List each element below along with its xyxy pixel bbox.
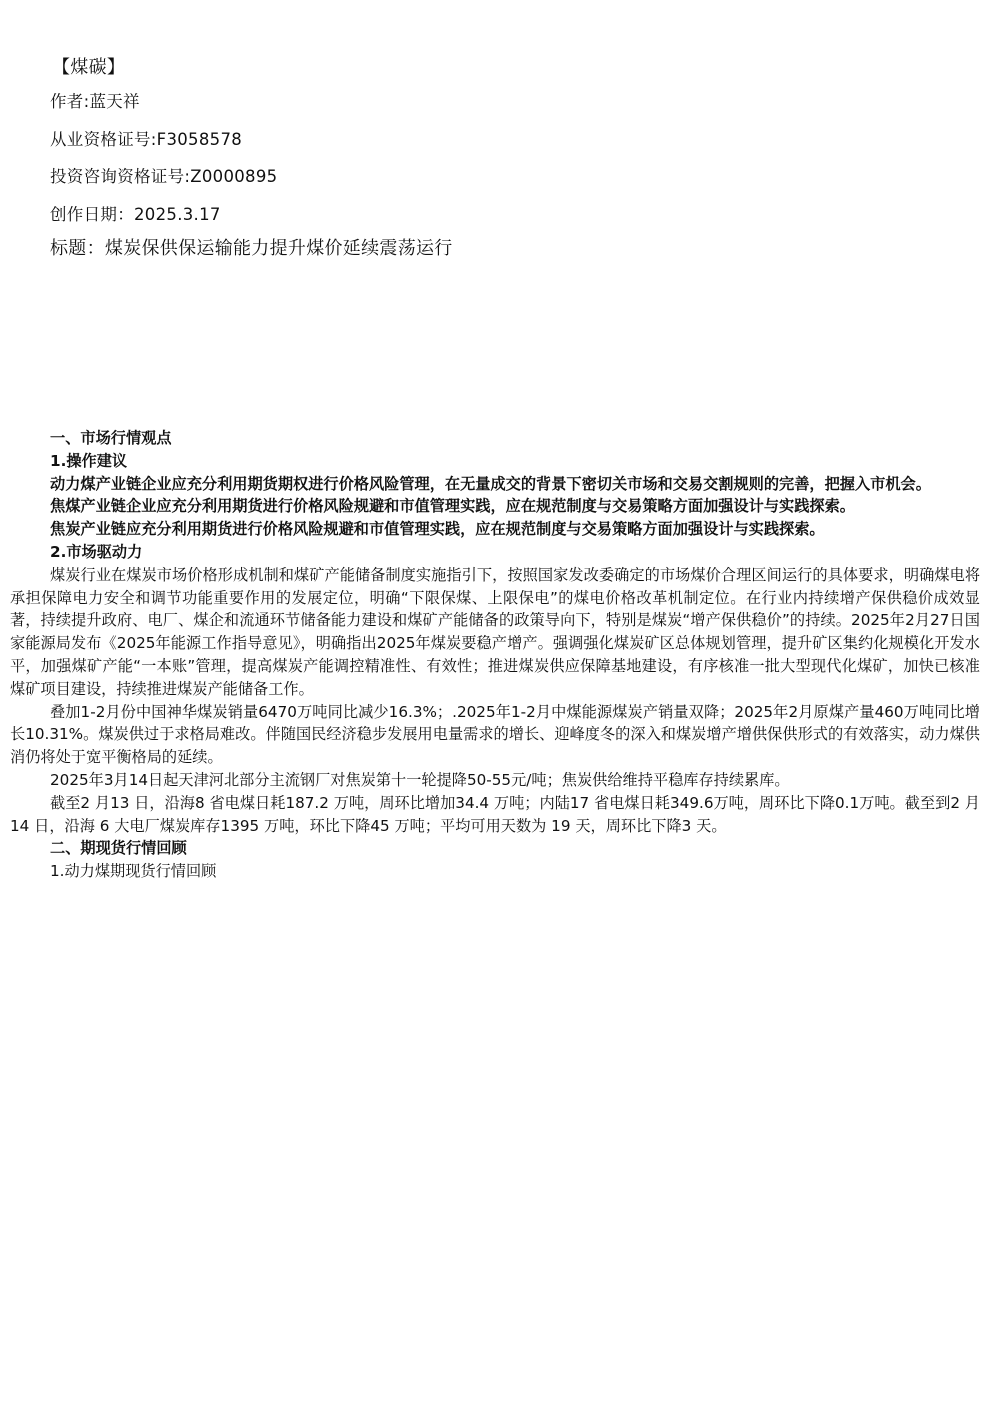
consulting-qualification-number: 投资咨询资格证号:Z0000895 (50, 167, 278, 186)
subheading-thermal-coal-review: 1.动力煤期现货行情回顾 (50, 862, 217, 881)
section-heading-market-review: 二、期现货行情回顾 (50, 839, 187, 858)
category-label: 【煤碳】 (52, 57, 126, 78)
document-title: 标题：煤炭保供保运输能力提升煤价延续震荡运行 (50, 238, 453, 259)
report-body (10, 427, 980, 883)
qualification-number: 从业资格证号:F3058578 (50, 130, 243, 149)
section-heading-market-view: 一、市场行情观点 (50, 429, 172, 447)
paragraph-consumption-inventory: 截至2 月13 日，沿海8 省电煤日耗187.2 万吨，周环比增加34.4 万吨；内陆17 省电煤日耗349.6万吨，周环比下降0.1万吨。截至到2 月14 日，沿海 6 大电厂煤炭库存1395 万吨，环比下降45 万吨；平均可用天数为 19 天，周环比下降3 天。 (10, 793, 980, 835)
paragraph-policy: 煤炭行业在煤炭市场价格形成机制和煤矿产能储备制度实施指引下，按照国家发改委确定的市场煤价合理区间运行的具体要求，明确煤电将承担保障电力安全和调节功能重要作用的发展定位，明确“下限保煤、上限保电”的煤电价格改革机制定位。在行业内持续增产保供稳价成效显著，持续提升政府、电厂、煤企和流通环节储备能力建设和煤矿产能储备的政策导向下，特别是煤炭“增产保供稳价”的持续。2025年2月27日国家能源局发布《2025年能源工作指导意见》，明确指出2025年煤炭要稳产增产。强调强化煤炭矿区总体规划管理，提升矿区集约化规模化开发水平，加强煤矿产能“一本账”管理，提高煤炭产能调控精准性、有效性；推进煤炭供应保障基地建设，有序核准一批大型现代化煤矿，加快已核准煤矿项目建设，持续推进煤炭产能储备工作。 (10, 565, 980, 698)
creation-date: 创作日期：2025.3.17 (50, 205, 221, 224)
paragraph-coke-price: 2025年3月14日起天津河北部分主流钢厂对焦炭第十一轮提降50-55元/吨；焦炭供给维持平稳库存持续累库。 (50, 770, 790, 789)
author-line: 作者:蓝天祥 (50, 92, 140, 111)
paragraph-supply: 叠加1-2月份中国神华煤炭销量6470万吨同比减少16.3%；.2025年1-2月中煤能源煤炭产销量双降；2025年2月原煤产量460万吨同比增长10.31%。煤炭供过于求格局难改。伴随国民经济稳步发展用电量需求的增长、迎峰度冬的深入和煤炭增产增供保供形式的有效落实，动力煤供消仍将处于宽平衡格局的延续。 (10, 702, 980, 767)
advice-thermal-coal: 动力煤产业链企业应充分利用期货期权进行价格风险管理，在无量成交的背景下密切关市场和交易交割规则的完善，把握入市机会。 (50, 474, 931, 493)
advice-coking-coal: 焦煤产业链企业应充分利用期货进行价格风险规避和市值管理实践，应在规范制度与交易策略方面加强设计与实践探索。 (50, 497, 855, 516)
advice-coke: 焦炭产业链应充分利用期货进行价格风险规避和市值管理实践，应在规范制度与交易策略方面加强设计与实践探索。 (50, 520, 825, 539)
subheading-market-drivers: 2.市场驱动力 (50, 542, 143, 561)
subheading-operation-advice: 1.操作建议 (50, 451, 128, 470)
